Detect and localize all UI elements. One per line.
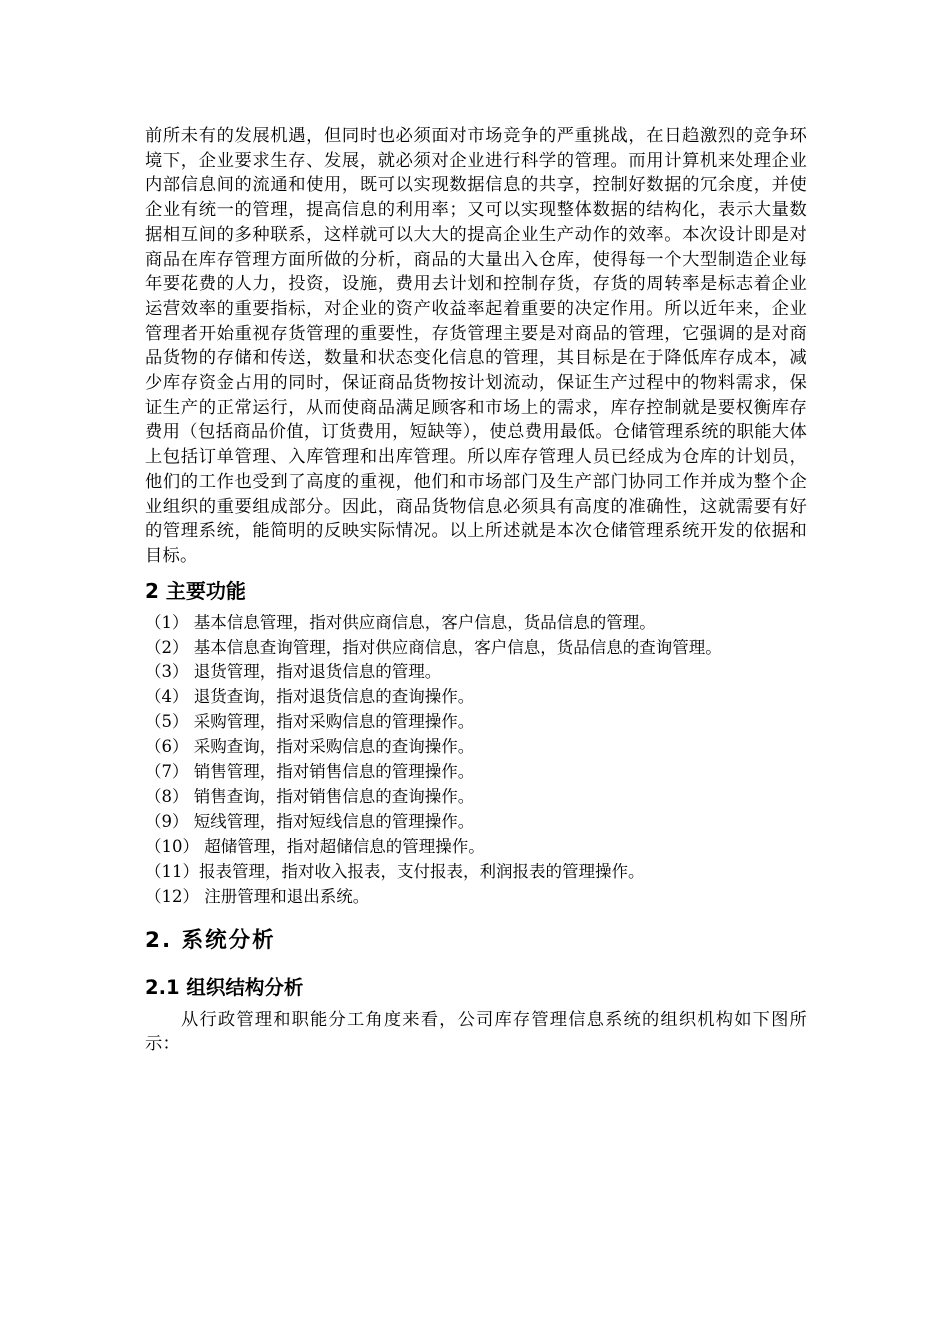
function-item: （5） 采购管理，指对采购信息的管理操作。 [145, 712, 475, 732]
function-item: （6） 采购查询，指对采购信息的查询操作。 [145, 737, 475, 757]
function-item: （7） 销售管理，指对销售信息的管理操作。 [145, 762, 475, 782]
subsection-heading: 2.1 组织结构分析 [145, 975, 304, 999]
intro-paragraph: 前所未有的发展机遇，但同时也必须面对市场竞争的严重挑战，在日趋激烈的竞争环境下，企业要求生存、发展，就必须对企业进行科学的管理。而用计算机来处理企业内部信息间的流通和使用，既可以实现数据信息的共享，控制好数据的冗余度，并使企业有统一的管理，提高信息的利用率；又可以实现整体数据的结构化，表示大量数据相互间的多种联系，这样就可以大大的提高企业生产动作的效率。本次设计即是对商品在库存管理方面所做的分析，商品的大量出入仓库，使得每一个大型制造企业每年要花费的人力，投资，设施，费用去计划和控制存货，存货的周转率是标志着企业运营效率的重要指标，对企业的资产收益率起着重要的决定作用。所以近年来，企业管理者开始重视存货管理的重要性，存货管理主要是对商品的管理，它强调的是对商品货物的存储和传送，数量和状态变化信息的管理，其目标是在于降低库存成本，减少库存资金占用的同时，保证商品货物按计划流动，保证生产过程中的物料需求，保证生产的正常运行，从而使商品满足顾客和市场上的需求，库存控制就是要权衡库存费用（包括商品价值，订货费用，短缺等），使总费用最低。仓储管理系统的职能大体上包括订单管理、入库管理和出库管理。所以库存管理人员已经成为仓库的计划员，他们的工作也受到了高度的重视，他们和市场部门及生产部门协同工作并成为整个企业组织的重要组成部分。因此，商品货物信息必须具有高度的准确性，这就需要有好的管理系统，能简明的反映实际情况。以上所述就是本次仓储管理系统开发的依据和目标。 [145, 126, 807, 566]
function-item: （9） 短线管理，指对短线信息的管理操作。 [145, 811, 475, 831]
function-item: （8） 销售查询，指对销售信息的查询操作。 [145, 787, 475, 806]
document-page [145, 124, 807, 1057]
functions-list [145, 611, 807, 910]
function-item: （10） 超储管理，指对超储信息的管理操作。 [145, 836, 485, 856]
function-item: （3） 退货管理，指对退货信息的管理。 [145, 662, 442, 682]
function-item: （11）报表管理，指对收入报表，支付报表，利润报表的管理操作。 [145, 861, 645, 881]
function-item: （2） 基本信息查询管理，指对供应商信息，客户信息，货品信息的查询管理。 [145, 637, 722, 657]
function-item: （1） 基本信息管理，指对供应商信息，客户信息，货品信息的管理。 [145, 612, 656, 632]
functions-heading: 2 主要功能 [145, 578, 246, 603]
subsection-paragraph: 从行政管理和职能分工角度来看，公司库存管理信息系统的组织机构如下图所示： [145, 1009, 807, 1055]
function-item: （4） 退货查询，指对退货信息的查询操作。 [145, 687, 475, 707]
function-item: （12） 注册管理和退出系统。 [145, 886, 370, 906]
section-heading: 2. 系统分析 [145, 927, 276, 953]
